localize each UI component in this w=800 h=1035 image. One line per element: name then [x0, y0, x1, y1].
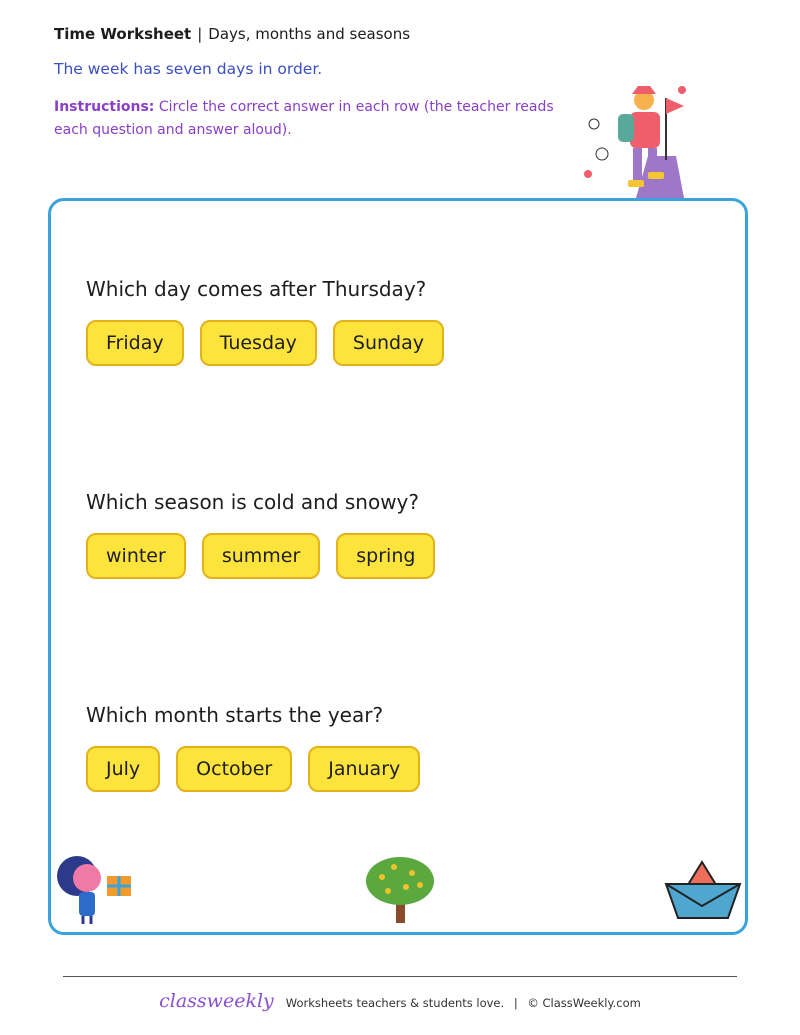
option-tuesday[interactable]: Tuesday — [200, 320, 317, 366]
option-friday[interactable]: Friday — [86, 320, 184, 366]
worksheet-topic: Days, months and seasons — [208, 25, 411, 43]
footer-divider — [63, 976, 737, 977]
option-winter[interactable]: winter — [86, 533, 186, 579]
footer-tagline: Worksheets teachers & students love. — [285, 996, 505, 1010]
option-spring[interactable]: spring — [336, 533, 435, 579]
option-sunday[interactable]: Sunday — [333, 320, 444, 366]
worksheet-title: Time Worksheet — [54, 25, 192, 43]
answer-options-2 — [86, 533, 435, 579]
footer-copyright: © ClassWeekly.com — [527, 996, 641, 1010]
option-summer[interactable]: summer — [202, 533, 320, 579]
question-3: Which month starts the year? — [86, 703, 384, 727]
worksheet-header — [54, 25, 410, 43]
option-october[interactable]: October — [176, 746, 292, 792]
brand-logo: classweekly — [159, 990, 274, 1012]
option-july[interactable]: July — [86, 746, 160, 792]
hiker-illustration — [578, 80, 693, 198]
answer-options-1 — [86, 320, 444, 366]
option-january[interactable]: January — [308, 746, 420, 792]
answer-options-3 — [86, 746, 420, 792]
instructions-text: Circle the correct answer in each row (the teacher reads each question and answer aloud). — [54, 99, 554, 138]
header-separator: | — [197, 25, 203, 43]
instructions — [54, 96, 569, 142]
subtitle: The week has seven days in order. — [54, 60, 323, 78]
footer-separator: | — [513, 996, 518, 1010]
child-with-gift-illustration — [55, 852, 137, 926]
question-2: Which season is cold and snowy? — [86, 490, 420, 514]
tree-illustration — [364, 855, 436, 925]
question-1: Which day comes after Thursday? — [86, 277, 427, 301]
footer — [0, 990, 800, 1012]
paper-boat-illustration — [662, 858, 744, 922]
instructions-label: Instructions: — [54, 99, 155, 115]
